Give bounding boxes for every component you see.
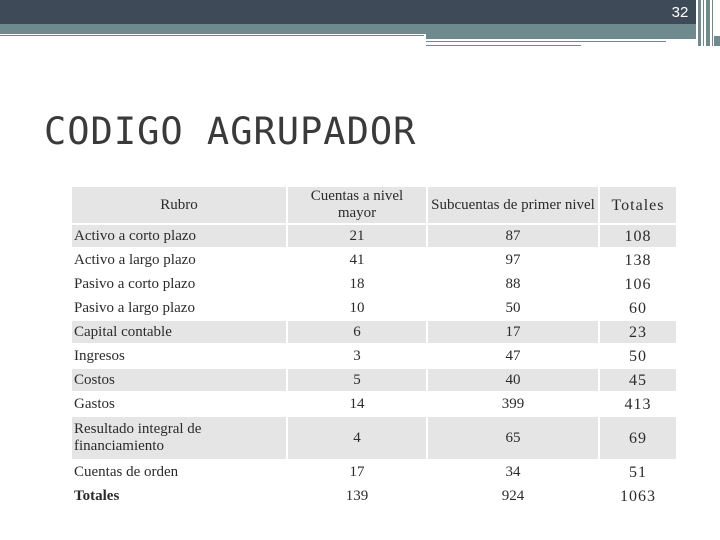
row-rubro: Pasivo a largo plazo — [74, 299, 195, 316]
row-totales: 138 — [624, 251, 652, 269]
header-bar — [0, 0, 696, 24]
row-subcuentas: 40 — [428, 369, 598, 391]
column-header: Rubro — [72, 187, 286, 223]
row-subcuentas: 47 — [505, 347, 521, 364]
row-totales: 106 — [624, 275, 652, 293]
table-row — [72, 297, 676, 319]
corner-stripe — [714, 36, 720, 46]
row-subcuentas: 34 — [505, 463, 521, 480]
slide-number: 32 — [671, 4, 689, 21]
row-subcuentas: 924 — [501, 487, 525, 504]
table-row — [72, 369, 676, 391]
row-rubro: Resultado integral de financiamiento — [72, 417, 286, 459]
row-cuentas: 18 — [349, 275, 365, 292]
row-subcuentas: 88 — [505, 275, 521, 292]
row-totales: 45 — [600, 369, 676, 391]
table-footer-row — [72, 485, 676, 507]
row-cuentas: 139 — [345, 487, 369, 504]
row-cuentas: 10 — [349, 299, 365, 316]
page-title: CODIGO AGRUPADOR — [44, 110, 417, 153]
column-header: Totales — [600, 187, 676, 223]
row-rubro: Activo a corto plazo — [72, 225, 286, 247]
row-totales: 23 — [600, 321, 676, 343]
accent-line — [426, 45, 581, 46]
column-header: Cuentas a nivel mayor — [288, 187, 426, 223]
table-row — [72, 461, 676, 483]
row-rubro: Pasivo a corto plazo — [74, 275, 196, 292]
accent-line — [426, 41, 666, 42]
row-totales: 108 — [600, 225, 676, 247]
row-subcuentas: 399 — [501, 395, 525, 412]
corner-stripe — [703, 0, 704, 46]
table-row — [72, 393, 676, 415]
row-cuentas: 5 — [288, 369, 426, 391]
row-cuentas: 21 — [288, 225, 426, 247]
row-totales: 69 — [600, 417, 676, 459]
corner-stripe — [712, 0, 713, 46]
row-totales: 413 — [624, 395, 652, 413]
row-cuentas: 3 — [353, 347, 361, 364]
column-header: Subcuentas de primer nivel — [428, 187, 598, 223]
row-cuentas: 41 — [349, 251, 365, 268]
row-subcuentas: 97 — [505, 251, 521, 268]
table-row — [72, 249, 676, 271]
accent-line — [426, 34, 696, 39]
row-rubro: Gastos — [74, 395, 115, 412]
row-subcuentas: 65 — [428, 417, 598, 459]
row-totales: 1063 — [620, 487, 656, 505]
row-totales: 51 — [629, 463, 647, 481]
table-row — [72, 417, 676, 459]
table-row — [72, 345, 676, 367]
table-row — [72, 273, 676, 295]
row-rubro: Capital contable — [72, 321, 286, 343]
row-subcuentas: 87 — [428, 225, 598, 247]
data-table — [70, 185, 678, 509]
corner-stripe — [698, 0, 701, 46]
corner-stripe — [706, 0, 710, 46]
row-cuentas: 14 — [349, 395, 365, 412]
row-subcuentas: 50 — [505, 299, 521, 316]
row-rubro: Ingresos — [74, 347, 125, 364]
row-rubro: Cuentas de orden — [74, 463, 179, 480]
row-cuentas: 6 — [288, 321, 426, 343]
row-cuentas: 17 — [349, 463, 365, 480]
accent-line — [0, 35, 424, 36]
table-row — [72, 225, 676, 247]
row-rubro: Totales — [74, 487, 120, 504]
table-header-row — [72, 187, 676, 223]
row-subcuentas: 17 — [428, 321, 598, 343]
row-totales: 50 — [629, 347, 647, 365]
table-row — [72, 321, 676, 343]
row-rubro: Activo a largo plazo — [74, 251, 196, 268]
row-cuentas: 4 — [288, 417, 426, 459]
header-accent-bar — [0, 24, 696, 34]
row-rubro: Costos — [72, 369, 286, 391]
row-totales: 60 — [629, 299, 647, 317]
